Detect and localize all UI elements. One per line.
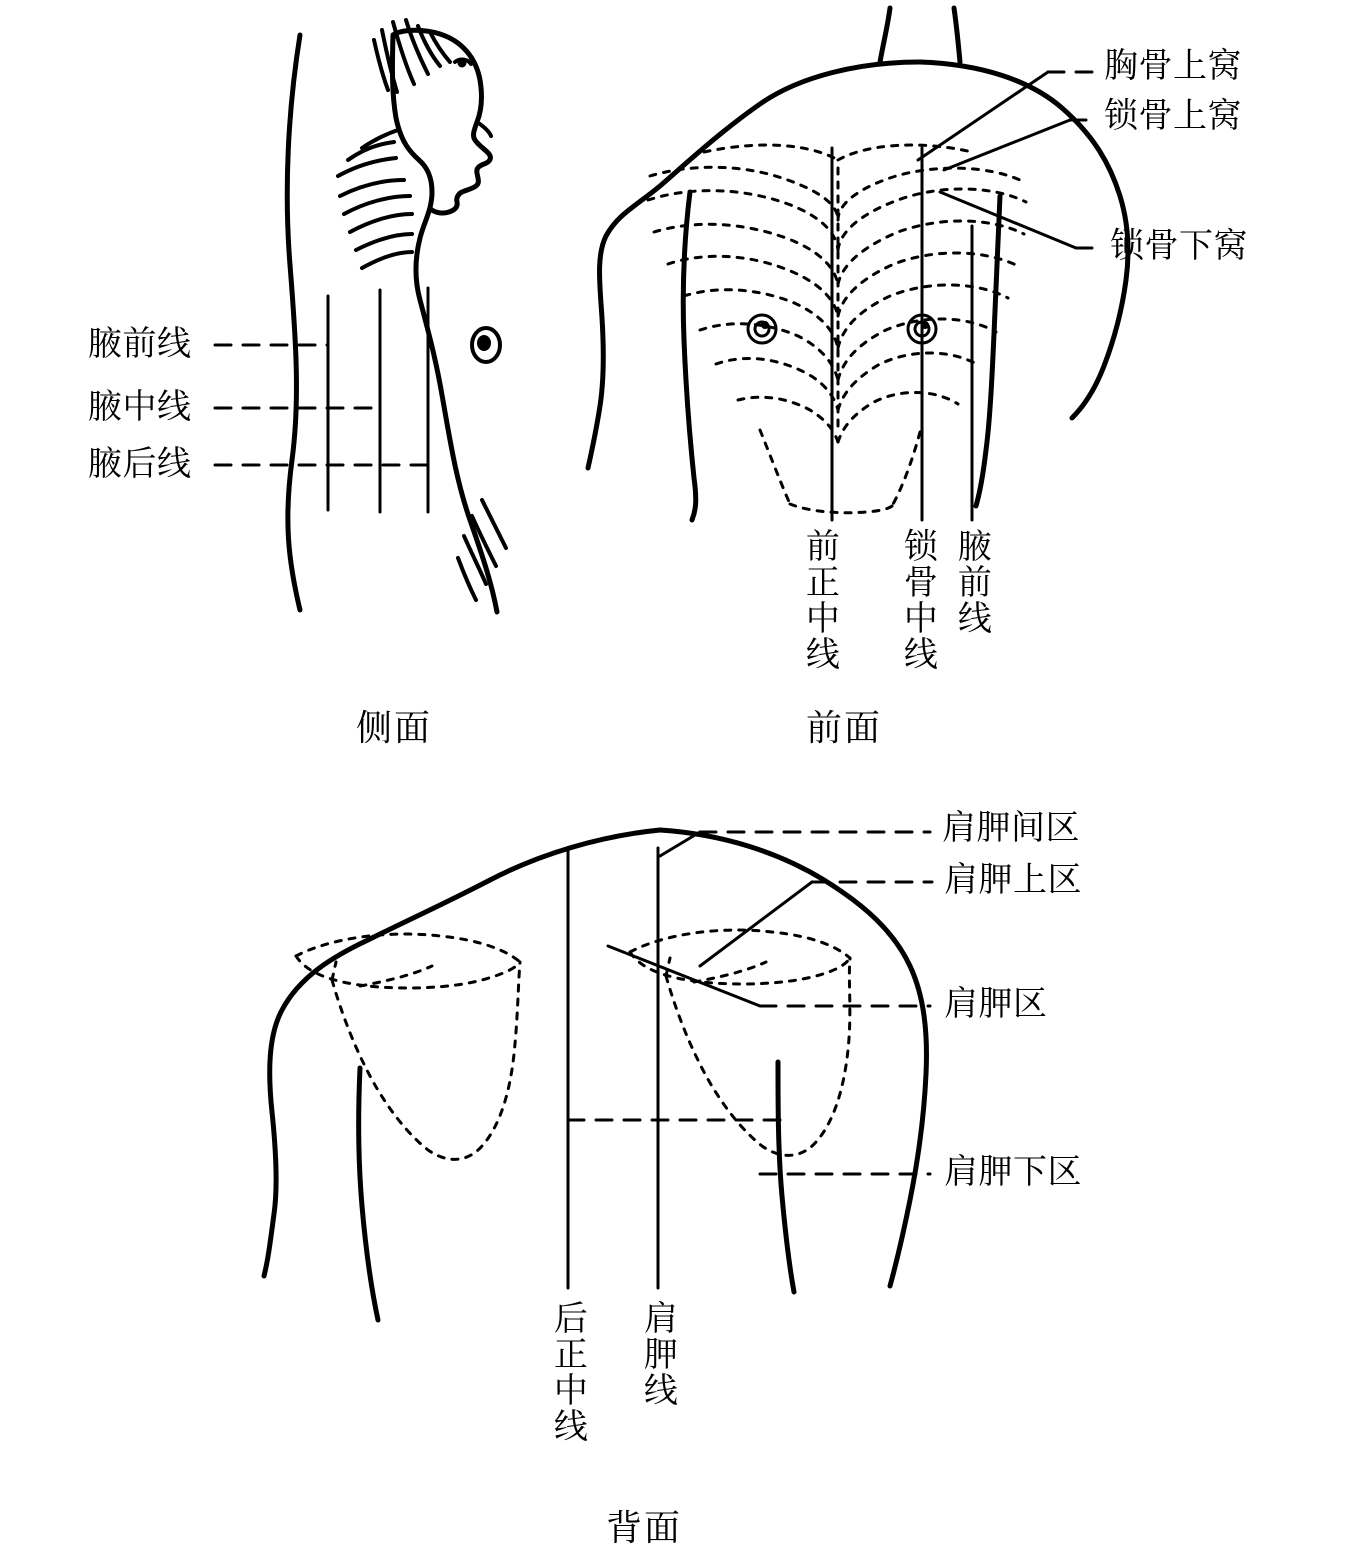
label-midclavicular-line: 锁骨中线 bbox=[898, 528, 936, 672]
label-supraclavicular-fossa: 锁骨上窝 bbox=[1104, 98, 1242, 135]
label-suprasternal-fossa: 胸骨上窝 bbox=[1104, 48, 1242, 85]
caption-lateral-view: 侧面 bbox=[356, 708, 433, 748]
label-infrascapular-region: 肩胛下区 bbox=[944, 1154, 1082, 1191]
label-interscapular-region: 肩胛间区 bbox=[942, 810, 1080, 847]
label-infraclavicular-fossa: 锁骨下窝 bbox=[1110, 228, 1248, 265]
label-anterior-axillary-line-front: 腋前线 bbox=[952, 528, 990, 636]
label-posterior-axillary-line: 腋后线 bbox=[88, 446, 192, 483]
label-scapular-line: 肩胛线 bbox=[638, 1300, 676, 1408]
label-anterior-axillary-line-lateral: 腋前线 bbox=[88, 326, 192, 363]
label-mid-axillary-line: 腋中线 bbox=[88, 389, 192, 426]
label-scapular-region: 肩胛区 bbox=[944, 986, 1048, 1023]
label-anterior-midline: 前正中线 bbox=[800, 528, 838, 672]
caption-posterior-view: 背面 bbox=[606, 1508, 683, 1548]
caption-anterior-view: 前面 bbox=[806, 708, 883, 748]
label-posterior-midline: 后正中线 bbox=[548, 1300, 586, 1444]
label-suprascapular-region: 肩胛上区 bbox=[944, 862, 1082, 899]
